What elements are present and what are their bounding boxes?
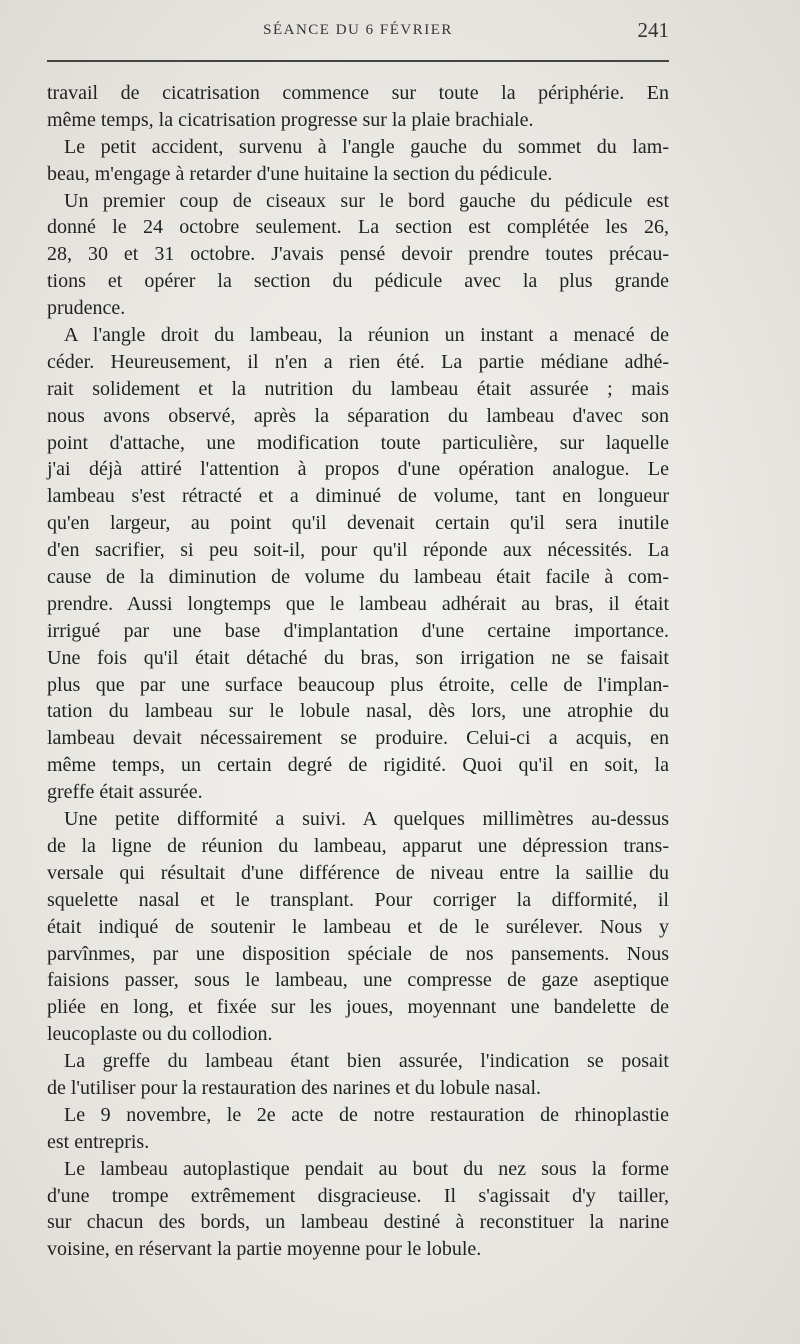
text-line: de l'utiliser pour la restauration des narines et du lobule nasal. (47, 1076, 542, 1099)
text-line: même temps, la cicatrisation progresse sur la plaie brachiale. (47, 108, 534, 131)
text-line: La greffe du lambeau étant bien assurée, l'indication se posait (64, 1050, 669, 1073)
text-line: tions et opérer la section du pédicule avec la plus grande (47, 270, 669, 293)
text-line: lambeau devait nécessairement se produire. Celui-ci a acquis, en (47, 727, 669, 750)
text-line: squelette nasal et le transplant. Pour corriger la difformité, il (47, 888, 669, 911)
text-line: nous avons observé, après la séparation du lambeau d'avec son (47, 404, 669, 427)
text-line: beau, m'engage à retarder d'une huitaine la section du pédicule. (47, 162, 553, 185)
text-line: versale qui résultait d'une différence de niveau entre la saillie du (47, 861, 669, 884)
text-line: j'ai déjà attiré l'attention à propos d'une opération analogue. Le (47, 458, 669, 481)
text-line: leucoplaste ou du collodion. (47, 1023, 273, 1046)
text-line: sur chacun des bords, un lambeau destiné à reconstituer la narine (47, 1211, 669, 1234)
running-head: SÉANCE DU 6 FÉVRIER (263, 22, 453, 38)
text-line: Une petite difformité a suivi. A quelques millimètres au-dessus (64, 808, 669, 831)
text-line: même temps, un certain degré de rigidité. Quoi qu'il en soit, la (47, 754, 669, 777)
text-line: Le lambeau autoplastique pendait au bout du nez sous la forme (64, 1157, 669, 1180)
text-line: travail de cicatrisation commence sur toute la périphérie. En (47, 82, 669, 104)
text-line: Une fois qu'il était détaché du bras, son irrigation ne se faisait (47, 646, 669, 669)
header-rule (47, 60, 669, 62)
body-text (47, 80, 669, 1263)
text-line: qu'en largeur, au point qu'il devenait certain qu'il sera inutile (47, 512, 669, 535)
text-line: parvînmes, par une disposition spéciale de nos pansements. Nous (47, 942, 669, 965)
text-line: 28, 30 et 31 octobre. J'avais pensé devoir prendre toutes précau- (47, 243, 669, 266)
text-line: plus que par une surface beaucoup plus étroite, celle de l'implan- (47, 673, 669, 696)
text-line: Le 9 novembre, le 2e acte de notre restauration de rhinoplastie (64, 1103, 669, 1126)
text-line: est entrepris. (47, 1130, 150, 1153)
text-line: voisine, en réservant la partie moyenne pour le lobule. (47, 1238, 482, 1261)
text-line: d'en sacrifier, si peu soit-il, pour qu'il réponde aux nécessités. La (47, 539, 669, 562)
text-line: greffe était assurée. (47, 781, 203, 804)
text-line: Le petit accident, survenu à l'angle gauche du sommet du lam- (64, 135, 669, 158)
text-line: d'une trompe extrêmement disgracieuse. Il s'agissait d'y tailler, (47, 1184, 669, 1207)
page-number: 241 (637, 18, 669, 42)
text-line: faisions passer, sous le lambeau, une compresse de gaze aseptique (47, 969, 669, 992)
text-line: prudence. (47, 297, 126, 320)
text-line: rait solidement et la nutrition du lambeau était assurée ; mais (47, 377, 669, 400)
text-line: lambeau s'est rétracté et a diminué de volume, tant en longueur (47, 485, 669, 508)
text-line: était indiqué de soutenir le lambeau et de le surélever. Nous y (47, 915, 669, 938)
text-line: A l'angle droit du lambeau, la réunion un instant a menacé de (64, 324, 669, 347)
text-line: point d'attache, une modification toute particulière, sur laquelle (47, 431, 669, 454)
page-header (47, 18, 669, 48)
text-line: donné le 24 octobre seulement. La section est complétée les 26, (47, 216, 669, 239)
text-line: irrigué par une base d'implantation d'une certaine importance. (47, 619, 669, 642)
text-line: céder. Heureusement, il n'en a rien été. La partie médiane adhé- (47, 350, 669, 373)
text-line: pliée en long, et fixée sur les joues, moyennant une bandelette de (47, 996, 669, 1019)
text-line: cause de la diminution de volume du lambeau était facile à com- (47, 566, 669, 589)
text-line: tation du lambeau sur le lobule nasal, dès lors, une atrophie du (47, 700, 669, 723)
text-line: prendre. Aussi longtemps que le lambeau adhérait au bras, il était (47, 592, 669, 615)
text-line: de la ligne de réunion du lambeau, apparut une dépression trans- (47, 834, 669, 857)
text-line: Un premier coup de ciseaux sur le bord gauche du pédicule est (64, 189, 669, 212)
